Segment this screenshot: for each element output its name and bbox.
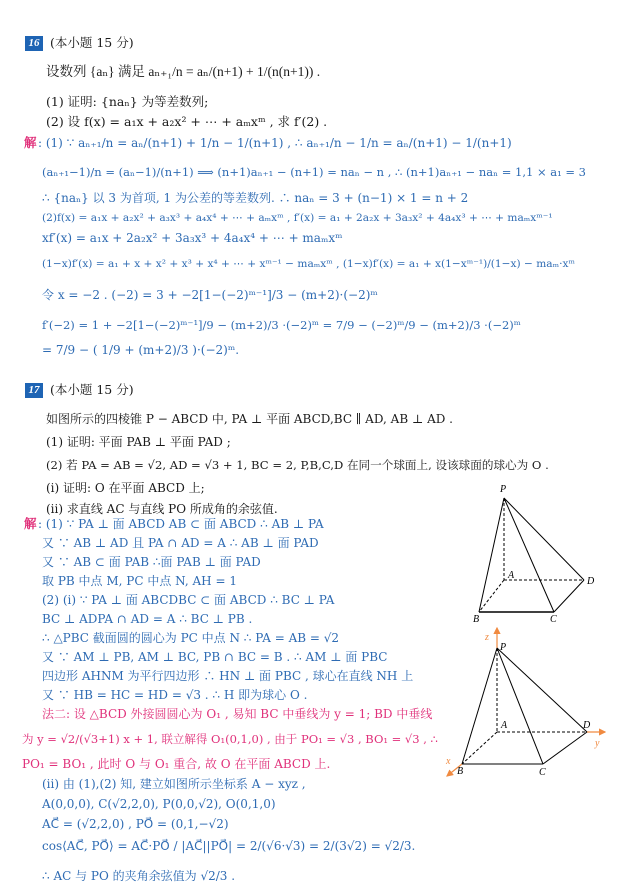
p17-alt-method-line: 法二: 设 △BCD 外接圆圆心为 O₁ , 易知 BC 中垂线为 y = 1; BD 中垂线 bbox=[42, 707, 433, 721]
edge-pd bbox=[497, 648, 587, 732]
label-z: z bbox=[485, 632, 489, 643]
problem-17-badge: 17 bbox=[25, 383, 43, 398]
p16-solution-line: (aₙ₊₁−1)/n = (aₙ−1)/(n+1) ⟹ (n+1)aₙ₊₁ − (n+1) = naₙ − n , ∴ (n+1)aₙ₊₁ − naₙ = 1,1 × a₁ = 3 bbox=[42, 165, 586, 179]
problem-16-badge: 16 bbox=[25, 36, 43, 51]
label-b: B bbox=[457, 766, 464, 777]
pyramid-axes-figure bbox=[435, 626, 605, 776]
p17-alt-method-line: 为 y = √2/(√3+1) x + 1, 联立解得 O₁(0,1,0) , 由于 PO₁ = √3 , BO₁ = √3 , ∴ bbox=[22, 732, 438, 746]
p17-solution-line: 又 ∵ AB ⊥ AD 且 PA ∩ AD = A ∴ AB ⊥ 面 PAD bbox=[42, 536, 319, 550]
p17-solution-line: ∴ △PBC 截面圆的圆心为 PC 中点 N ∴ PA = AB = √2 bbox=[42, 631, 340, 645]
problem-16-question-2: (2) 设 f(x) = a₁x + a₂x² + ⋯ + aₘxᵐ , 求 f′(2) . bbox=[46, 114, 328, 129]
label-c: C bbox=[539, 767, 546, 778]
p16-solution-line: : (1) ∵ aₙ₊₁/n = aₙ/(n+1) + 1/n − 1/(n+1) , ∴ aₙ₊₁/n − 1/n = aₙ/(n+1) − 1/(n+1) bbox=[38, 136, 512, 150]
edge-pc bbox=[497, 648, 543, 764]
p17-solution2-line: AC⃗ = (√2,2,0) , PO⃗ = (0,1,−√2) bbox=[42, 817, 229, 831]
problem-16-header: (本小题 15 分) bbox=[50, 35, 134, 50]
label-c: C bbox=[550, 614, 557, 625]
label-a: A bbox=[501, 720, 508, 731]
p17-solution2-line: A(0,0,0), C(√2,2,0), P(0,0,√2), O(0,1,0) bbox=[42, 797, 276, 811]
p17-solution-line: 四边形 AHNM 为平行四边形 ∴ HN ⊥ 面 PBC , 球心在直线 NH 上 bbox=[42, 669, 414, 683]
problem-17-statement: 如图所示的四棱锥 P − ABCD 中, PA ⊥ 平面 ABCD,BC ∥ AD, AB ⊥ AD . bbox=[46, 412, 453, 426]
p17-solution-line: : (1) ∵ PA ⊥ 面 ABCD AB ⊂ 面 ABCD ∴ AB ⊥ PA bbox=[38, 517, 324, 531]
edge-pb bbox=[479, 498, 504, 612]
label-x: x bbox=[446, 756, 451, 767]
problem-17-question-1: (1) 证明: 平面 PAB ⊥ 平面 PAD ; bbox=[46, 435, 231, 449]
p17-solution2-line: cos⟨AC⃗, PO⃗⟩ = AC⃗·PO⃗ / |AC⃗||PO⃗| = 2/(√6·√3) = 2/(3√2) = √2/3. bbox=[42, 839, 416, 853]
edge-pc bbox=[504, 498, 554, 612]
p16-solution-line: ∴ {naₙ} 以 3 为首项, 1 为公差的等差数列. ∴ naₙ = 3 + (n−1) × 1 = n + 2 bbox=[42, 191, 469, 205]
p16-solution-line: xf′(x) = a₁x + 2a₂x² + 3a₃x³ + 4a₄x⁴ + ⋯ + maₘxᵐ bbox=[42, 231, 343, 245]
p17-alt-method-line: PO₁ = BO₁ , 此时 O 与 O₁ 重合, 故 O 在平面 ABCD 上. bbox=[22, 757, 331, 771]
p16-solution-line: (2)f(x) = a₁x + a₂x² + a₃x³ + a₄x⁴ + ⋯ + aₘxᵐ , f′(x) = a₁ + 2a₂x + 3a₃x² + 4a₄x³ + ⋯ + maₘxᵐ⁻¹ bbox=[42, 212, 553, 224]
problem-17-solution-label: 解 bbox=[24, 516, 37, 531]
p17-solution-line: 取 PB 中点 M, PC 中点 N, AH = 1 bbox=[42, 574, 237, 588]
problem-17-question-2: (2) 若 PA = AB = √2, AD = √3 + 1, BC = 2, P,B,C,D 在同一个球面上, 设该球面的球心为 O . bbox=[46, 458, 549, 472]
p17-solution-line: (2) (i) ∵ PA ⊥ 面 ABCDBC ⊂ 面 ABCD ∴ BC ⊥ PA bbox=[42, 593, 335, 607]
problem-17-header: (本小题 15 分) bbox=[50, 382, 134, 397]
pyramid-figure bbox=[460, 480, 595, 625]
label-p: P bbox=[500, 642, 507, 653]
p17-solution2-line: (ii) 由 (1),(2) 知, 建立如图所示坐标系 A − xyz , bbox=[42, 777, 306, 791]
label-b: B bbox=[473, 614, 480, 625]
label-p: P bbox=[500, 484, 507, 495]
problem-17-question-2ii: (ii) 求直线 AC 与直线 PO 所成角的余弦值. bbox=[46, 502, 278, 516]
p17-solution-line: 又 ∵ HB = HC = HD = √3 . ∴ H 即为球心 O . bbox=[42, 688, 308, 702]
problem-17-question-2i: (i) 证明: O 在平面 ABCD 上; bbox=[46, 481, 205, 495]
p17-solution-line: BC ⊥ ADPA ∩ AD = A ∴ BC ⊥ PB . bbox=[42, 612, 253, 626]
label-a: A bbox=[508, 570, 515, 581]
p17-solution-line: 又 ∵ AM ⊥ PB, AM ⊥ BC, PB ∩ BC = B . ∴ AM ⊥ 面 PBC bbox=[42, 650, 388, 664]
p16-solution-line: = 7/9 − ( 1/9 + (m+2)/3 )·(−2)ᵐ. bbox=[42, 343, 240, 357]
problem-16-question-1: (1) 证明: {naₙ} 为等差数列; bbox=[46, 94, 209, 109]
problem-16-solution-label: 解 bbox=[24, 135, 37, 150]
edge-cd bbox=[554, 580, 584, 612]
p17-solution2-line: ∴ AC 与 PO 的夹角余弦值为 √2/3 . bbox=[42, 869, 236, 883]
p16-solution-line: (1−x)f′(x) = a₁ + x + x² + x³ + x⁴ + ⋯ + xᵐ⁻¹ − maₘxᵐ , (1−x)f′(x) = a₁ + x(1−xᵐ⁻¹)/(1−x) − maₘ·xᵐ bbox=[42, 258, 575, 270]
label-d: D bbox=[587, 576, 595, 587]
edge-pb bbox=[462, 648, 497, 764]
edge-cd bbox=[543, 732, 587, 764]
label-d: D bbox=[583, 720, 591, 731]
p17-solution-line: 又 ∵ AB ⊂ 面 PAB ∴面 PAB ⊥ 面 PAD bbox=[42, 555, 261, 569]
label-y: y bbox=[595, 738, 600, 749]
problem-16-statement: 设数列 {aₙ} 满足 aₙ₊₁/n = aₙ/(n+1) + 1/(n(n+1)) . bbox=[46, 64, 321, 79]
p16-solution-line: 令 x = −2 . (−2) = 3 + −2[1−(−2)ᵐ⁻¹]/3 − (m+2)·(−2)ᵐ bbox=[42, 288, 378, 302]
edge-pd bbox=[504, 498, 584, 580]
p16-solution-line: f′(−2) = 1 + −2[1−(−2)ᵐ⁻¹]/9 − (m+2)/3 ·(−2)ᵐ = 7/9 − (−2)ᵐ/9 − (m+2)/3 ·(−2)ᵐ bbox=[42, 318, 521, 332]
